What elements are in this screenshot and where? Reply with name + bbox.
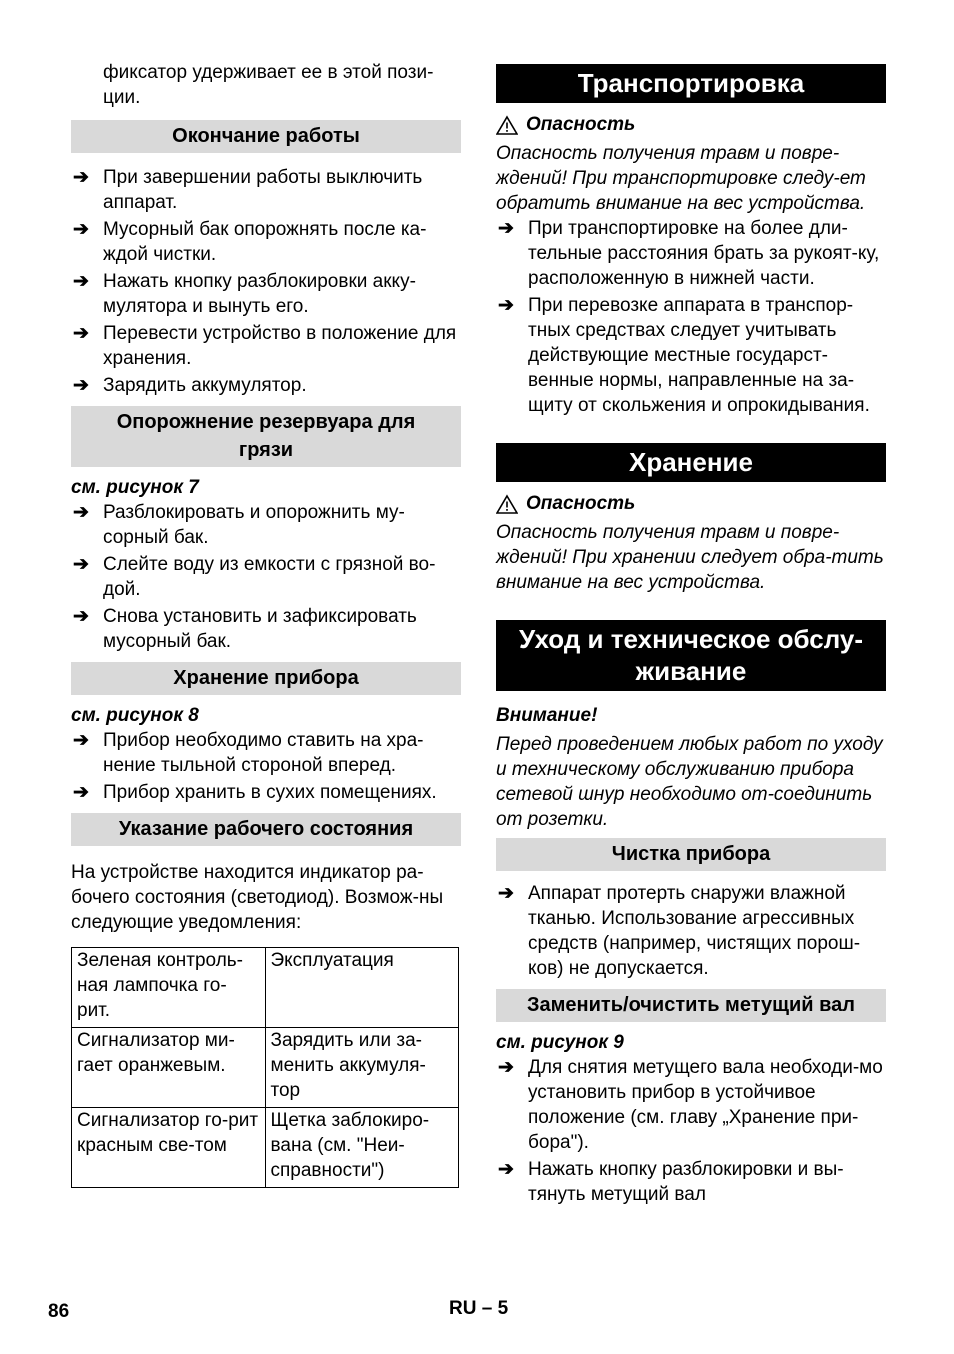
- attention-text: Перед проведением любых работ по уходу и техническому обслуживанию прибора сетевой шнур необходимо от-соединить от розетки.: [496, 734, 883, 830]
- table-cell: Сигнализатор го-рит красным све-том: [72, 1108, 266, 1188]
- arrow-right-icon: ➔: [498, 1159, 514, 1180]
- list-item: ➔ При перевозке аппарата в транспор-тных средствах следует учитывать действующие местные государст-венные нормы, направленные на за-щиту от скольжения и опрокидывания.: [498, 295, 870, 416]
- table-row: [72, 1028, 459, 1108]
- cleaning-list: [496, 881, 886, 981]
- table-cell: Сигнализатор ми-гает оранжевым.: [72, 1028, 266, 1108]
- arrow-right-icon: ➔: [73, 375, 89, 396]
- arrow-right-icon: ➔: [498, 295, 514, 316]
- intro-text: фиксатор удерживает ее в этой пози-ции.: [103, 62, 434, 108]
- section-heading-cleaning: Чистка прибора: [496, 838, 886, 871]
- warning-triangle-icon: [496, 115, 518, 135]
- figure-reference: см. рисунок 9: [496, 1032, 624, 1053]
- list-item: ➔ При завершении работы выключить аппарат.: [73, 167, 423, 213]
- arrow-right-icon: ➔: [498, 883, 514, 904]
- table-cell: Щетка заблокиро-вана (см. "Неи-справности"): [265, 1108, 459, 1188]
- list-item: ➔ Для снятия метущего вала необходи-мо установить прибор в устойчивое положение (см. главу „Хранение при-бора").: [498, 1057, 883, 1153]
- section-heading-empty-tank: Опорожнение резервуара для грязи: [71, 406, 461, 467]
- section-heading-device-storage: Хранение прибора: [71, 662, 461, 695]
- arrow-right-icon: ➔: [498, 218, 514, 239]
- table-cell: Эксплуатация: [265, 948, 459, 1028]
- list-item: ➔ Разблокировать и опорожнить му-сорный бак.: [73, 502, 405, 548]
- arrow-right-icon: ➔: [73, 554, 89, 575]
- list-item: ➔ Перевести устройство в положение для хранения.: [73, 323, 457, 369]
- arrow-right-icon: ➔: [498, 1057, 514, 1078]
- danger-label: Опасность: [496, 112, 886, 137]
- danger-text: Опасность получения травм и повре-ждений! При хранении следует обра-тить внимание на вес устройства.: [496, 522, 884, 593]
- arrow-right-icon: ➔: [73, 167, 89, 188]
- section-heading-end-of-work: Окончание работы: [71, 120, 461, 153]
- arrow-right-icon: ➔: [73, 323, 89, 344]
- list-item: ➔ Снова установить и зафиксировать мусорный бак.: [73, 606, 417, 652]
- status-table: [71, 947, 459, 1188]
- list-item: ➔ Нажать кнопку разблокировки и вы-тянуть метущий вал: [498, 1159, 844, 1205]
- section-heading-roller: Заменить/очистить метущий вал: [496, 989, 886, 1022]
- section-heading-transport: Транспортировка: [496, 64, 886, 103]
- arrow-right-icon: ➔: [73, 502, 89, 523]
- left-column: [71, 60, 461, 1188]
- language-page-label: RU – 5: [449, 1298, 509, 1319]
- transport-list: [496, 216, 886, 418]
- warning-triangle-icon: [496, 494, 518, 514]
- empty-tank-list: [71, 500, 461, 654]
- list-item: ➔ Зарядить аккумулятор.: [73, 375, 307, 396]
- device-storage-list: [71, 728, 461, 805]
- status-indicator-text: На устройстве находится индикатор ра-бочего состояния (светодиод). Возмож-ны следующие уведомления:: [71, 862, 444, 933]
- list-item: ➔ Слейте воду из емкости с грязной во-дой.: [73, 554, 436, 600]
- end-of-work-list: [71, 165, 461, 398]
- list-item: ➔ При транспортировке на более дли-тельные расстояния брать за рукоят-ку, расположенную в нижней части.: [498, 218, 880, 289]
- arrow-right-icon: ➔: [73, 606, 89, 627]
- right-column: [496, 64, 886, 1209]
- table-row: [72, 1108, 459, 1188]
- section-heading-status-indicator: Указание рабочего состояния: [71, 813, 461, 846]
- section-heading-storage: Хранение: [496, 443, 886, 482]
- page-number: 86: [48, 1301, 70, 1322]
- figure-reference: см. рисунок 8: [71, 705, 199, 726]
- list-item: ➔ Прибор необходимо ставить на хра-нение тыльной стороной вперед.: [73, 730, 424, 776]
- table-row: [72, 948, 459, 1028]
- attention-label: Внимание!: [496, 705, 598, 726]
- list-item: ➔ Мусорный бак опорожнять после ка-ждой чистки.: [73, 219, 427, 265]
- list-item: ➔ Нажать кнопку разблокировки акку-мулятора и вынуть его.: [73, 271, 416, 317]
- list-item: ➔ Аппарат протерть снаружи влажной тканью. Использование агрессивных средств (например, чистящих порош-ков) не допускается.: [498, 883, 861, 979]
- danger-text: Опасность получения травм и повре-ждений! При транспортировке следу-ет обратить внимание на вес устройства.: [496, 143, 866, 214]
- figure-reference: см. рисунок 7: [71, 477, 199, 498]
- arrow-right-icon: ➔: [73, 730, 89, 751]
- arrow-right-icon: ➔: [73, 782, 89, 803]
- table-cell: Зеленая контроль-ная лампочка го-рит.: [72, 948, 266, 1028]
- arrow-right-icon: ➔: [73, 271, 89, 292]
- section-heading-care: Уход и техническое обслу-живание: [496, 620, 886, 691]
- table-cell: Зарядить или за-менить аккумуля-тор: [265, 1028, 459, 1108]
- arrow-right-icon: ➔: [73, 219, 89, 240]
- danger-label: Опасность: [496, 491, 886, 516]
- roller-list: [496, 1055, 886, 1207]
- list-item: ➔ Прибор хранить в сухих помещениях.: [73, 782, 437, 803]
